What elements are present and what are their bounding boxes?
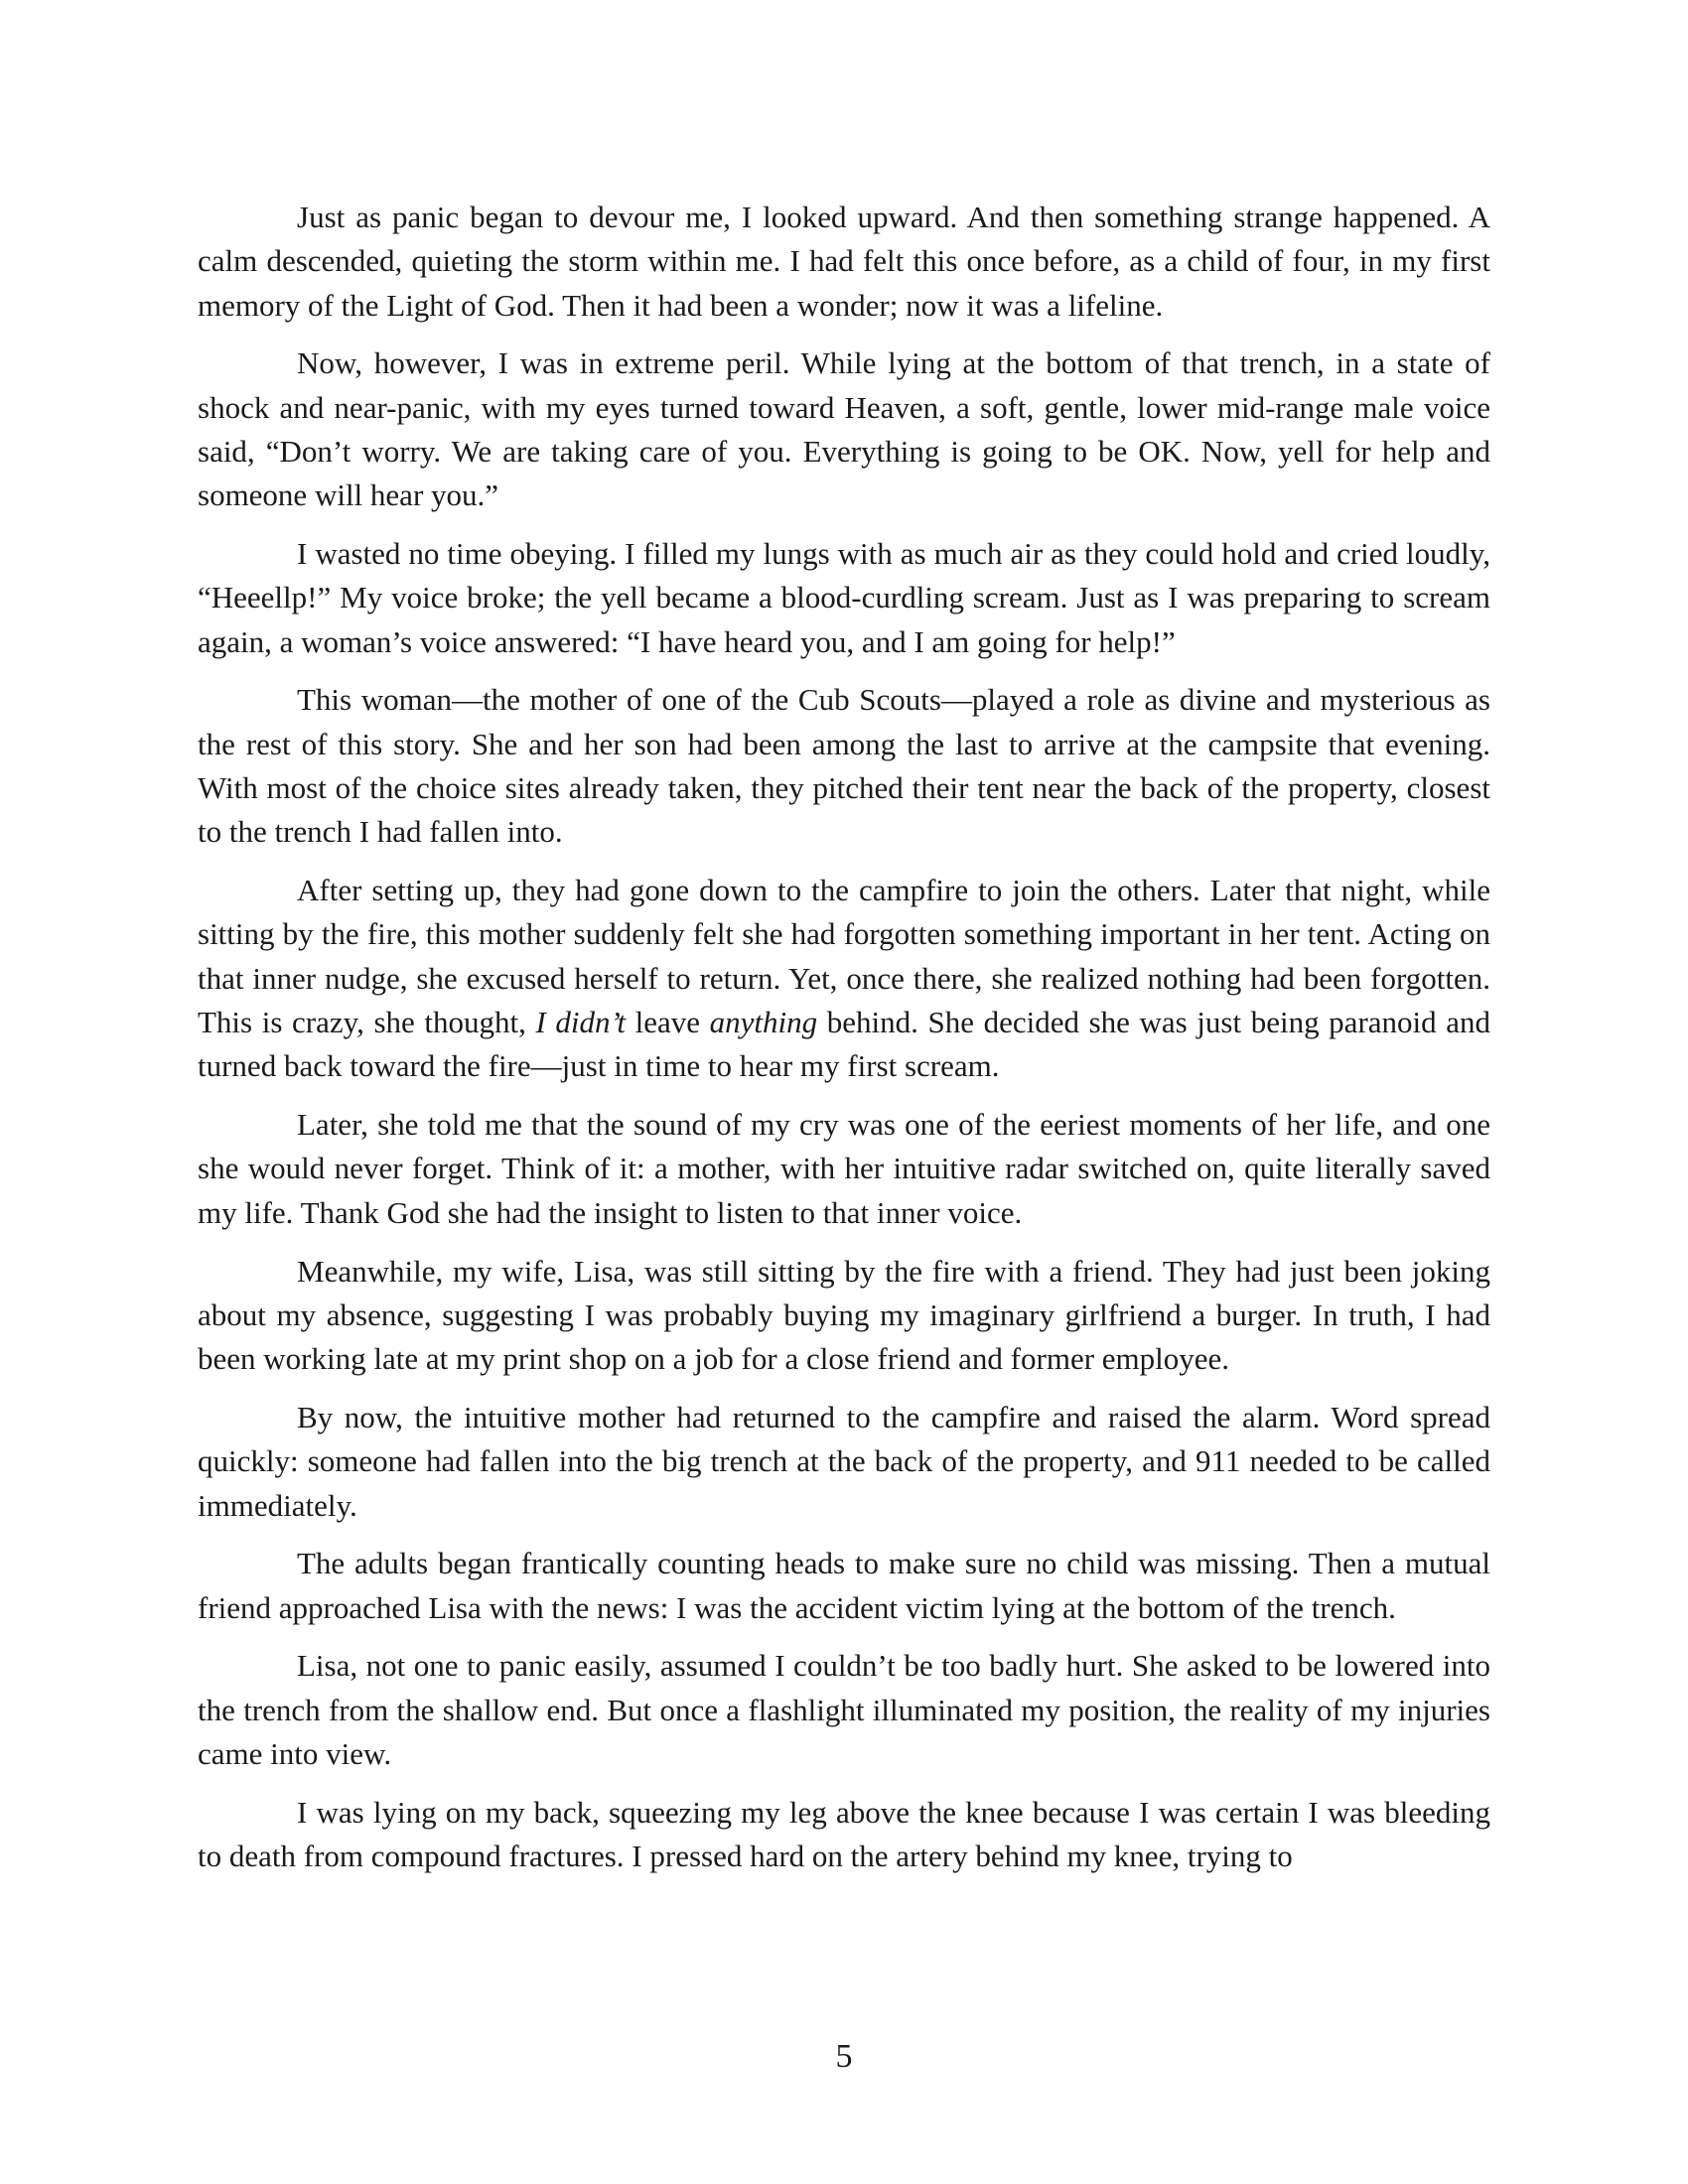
italic-phrase: I didn’t [535,1005,627,1040]
paragraph: By now, the intuitive mother had returned to the campfire and raised the alarm. Word spread quickly: someone had fallen into the big trench at the back of the property, and 911 needed to be called immediately. [198,1399,1490,1523]
paragraph: This woman—the mother of one of the Cub Scouts—played a role as divine and mysterious as the rest of this story. She and her son had been among the last to arrive at the campsite that evening. With most of the choice sites already taken, they pitched their tent near the back of the property, closest to the trench I had fallen into. [198,682,1490,850]
paragraph: I was lying on my back, squeezing my leg above the knee because I was certain I was bleeding to death from compound fractures. I pressed hard on the artery behind my knee, trying to [198,1794,1490,1874]
paragraph: I wasted no time obeying. I filled my lungs with as much air as they could hold and cried loudly, “Heeellp!” My voice broke; the yell became a blood-curdling scream. Just as I was preparing to scream again, a woman’s voice answered: “I have heard you, and I am going for help!” [198,536,1490,659]
paragraph [198,869,1490,1088]
body-text [198,196,1490,1878]
paragraph: Lisa, not one to panic easily, assumed I couldn’t be too badly hurt. She asked to be lowered into the trench from the shallow end. But once a flashlight illuminated my position, the reality of my injuries came into view. [198,1648,1490,1771]
page-number: 5 [835,2038,853,2075]
paragraph-text: leave [626,1005,710,1040]
paragraph: Meanwhile, my wife, Lisa, was still sitting by the fire with a friend. They had just been joking about my absence, suggesting I was probably buying my imaginary girlfriend a burger. In truth, I had been working late at my print shop on a job for a close friend and former employee. [198,1253,1490,1377]
paragraph: Just as panic began to devour me, I looked upward. And then something strange happened. A calm descended, quieting the storm within me. I had felt this once before, as a child of four, in my first memory of the Light of God. Then it had been a wonder; now it was a lifeline. [198,200,1490,323]
paragraph-text: After setting up, they had gone down to the campfire to join the others. Later that night, while sitting by the fire, this mother suddenly felt she had forgotten something important in her tent. Acting on that inner nudge, she excused herself to return. Yet, once there, she realized nothing had been forgotten. This is crazy, she thought, [198,873,1490,1040]
paragraph: Later, she told me that the sound of my cry was one of the eeriest moments of her life, and one she would never forget. Think of it: a mother, with her intuitive radar switched on, quite literally saved my life. Thank God she had the insight to listen to that inner voice. [198,1107,1490,1230]
paragraph-text: behind. She decided she was just being paranoid and turned back toward the fire—just in time to hear my first scream. [198,1005,1491,1084]
paragraph: Now, however, I was in extreme peril. While lying at the bottom of that trench, in a state of shock and near-panic, with my eyes turned toward Heaven, a soft, gentle, lower mid-range male voice said, “Don’t worry. We are taking care of you. Everything is going to be OK. Now, yell for help and someone will hear you.” [198,345,1490,513]
italic-word: anything [709,1005,818,1040]
paragraph: The adults began frantically counting heads to make sure no child was missing. Then a mutual friend approached Lisa with the news: I was the accident victim lying at the bottom of the trench. [198,1546,1490,1625]
